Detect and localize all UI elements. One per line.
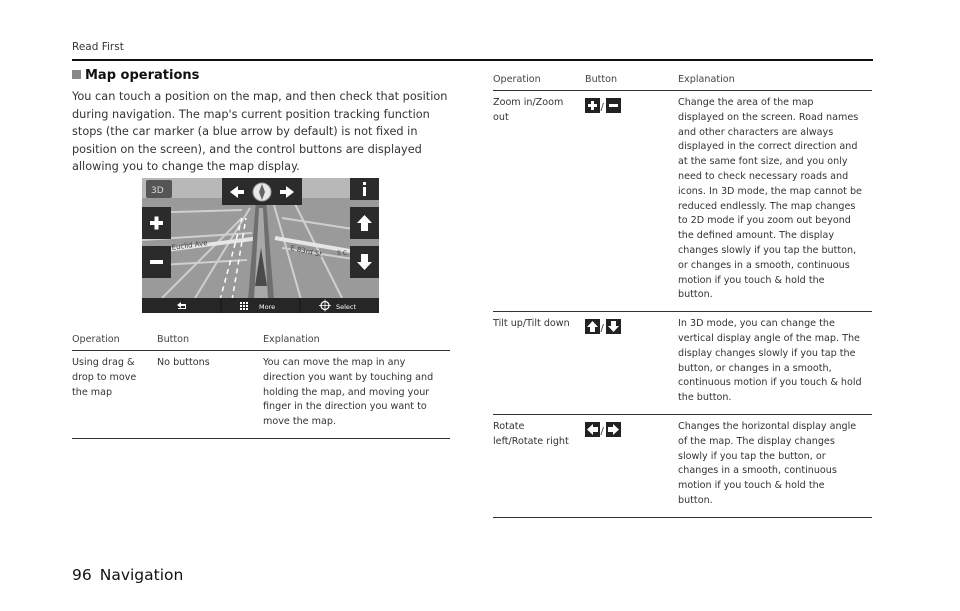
back-button[interactable] (142, 298, 220, 313)
table-row (493, 91, 872, 312)
col-operation: Operation (72, 330, 157, 351)
icon-separator: / (600, 323, 604, 335)
operation-cell: Zoom in/Zoom out (493, 91, 585, 312)
table-row (493, 312, 872, 415)
more-label: More (259, 303, 276, 311)
explanation-cell: Change the area of the map displayed on the screen. Road names and other characters are always displayed in the correct direction and at the same font size, and you only need to check necessary roads and icons. In 3D mode, the map cannot be reduced endlessly. The map changes to 2D mode if you zoom out beyond the defined amount. The display changes slowly if you tap the button, or changes in a smooth, continuous motion if you touch & hold the button. (678, 91, 872, 312)
zoom-buttons-icon (585, 98, 621, 113)
running-head: Read First (72, 41, 124, 53)
street-label-83rd: E 83rd St (289, 244, 323, 259)
right-operations-table (493, 70, 872, 518)
left-operations-table (72, 330, 450, 439)
explanation-cell: You can move the map in any direction you want by touching and holding the map, and moving your finger in the direction you want to move the map. (263, 351, 450, 439)
button-cell (585, 312, 678, 415)
table-row (72, 351, 450, 439)
intro-paragraph: You can touch a position on the map, and then check that position during navigation. The map's current position tracking function stops (the car marker (a blue arrow by default) is not fixed in position on the screen), and the control buttons are displayed allowing you to change the map display. (72, 90, 448, 173)
section-title (72, 68, 199, 83)
street-label-euclid: Euclid Ave (171, 239, 209, 252)
page-number: 96 (72, 566, 92, 584)
section-title-text: Map operations (85, 68, 200, 83)
button-cell: No buttons (157, 351, 263, 439)
chapter-name: Navigation (99, 566, 184, 584)
tilt-down-button[interactable] (350, 246, 379, 278)
compass-icon[interactable] (253, 183, 271, 201)
operation-cell: Rotate left/Rotate right (493, 414, 585, 517)
more-button[interactable] (222, 298, 299, 313)
icon-separator: / (600, 102, 604, 113)
select-button[interactable] (301, 298, 379, 313)
col-operation: Operation (493, 70, 585, 91)
icon-separator: / (600, 425, 604, 437)
col-explanation: Explanation (263, 330, 450, 351)
explanation-cell: In 3D mode, you can change the vertical display angle of the map. The display changes slowly if you tap the button, or changes in a smooth, continuous motion if you touch & hold the button. (678, 312, 872, 415)
col-explanation: Explanation (678, 70, 872, 91)
street-label-sc: S C (337, 250, 347, 257)
col-button: Button (585, 70, 678, 91)
tilt-buttons-icon (585, 319, 621, 334)
table-row (493, 414, 872, 517)
operation-cell: Tilt up/Tilt down (493, 312, 585, 415)
page-footer (72, 566, 191, 584)
col-button: Button (157, 330, 263, 351)
rotate-buttons-icon (585, 422, 621, 437)
zoom-out-button[interactable] (142, 246, 171, 278)
explanation-cell: Changes the horizontal display angle of the map. The display changes slowly if you tap the button, or changes in a smooth, continuous motion if you touch & hold the button. (678, 414, 872, 517)
svg-text:3D: 3D (151, 186, 164, 196)
section-square-icon (72, 70, 81, 79)
button-cell (585, 414, 678, 517)
top-rule (72, 59, 873, 61)
map-screenshot (142, 178, 379, 313)
operation-cell: Using drag & drop to move the map (72, 351, 157, 439)
zoom-in-button[interactable] (142, 207, 171, 239)
info-button[interactable] (350, 178, 379, 200)
button-cell (585, 91, 678, 312)
select-label: Select (336, 303, 357, 311)
tilt-up-button[interactable] (350, 207, 379, 239)
view-3d-icon[interactable] (146, 180, 172, 198)
